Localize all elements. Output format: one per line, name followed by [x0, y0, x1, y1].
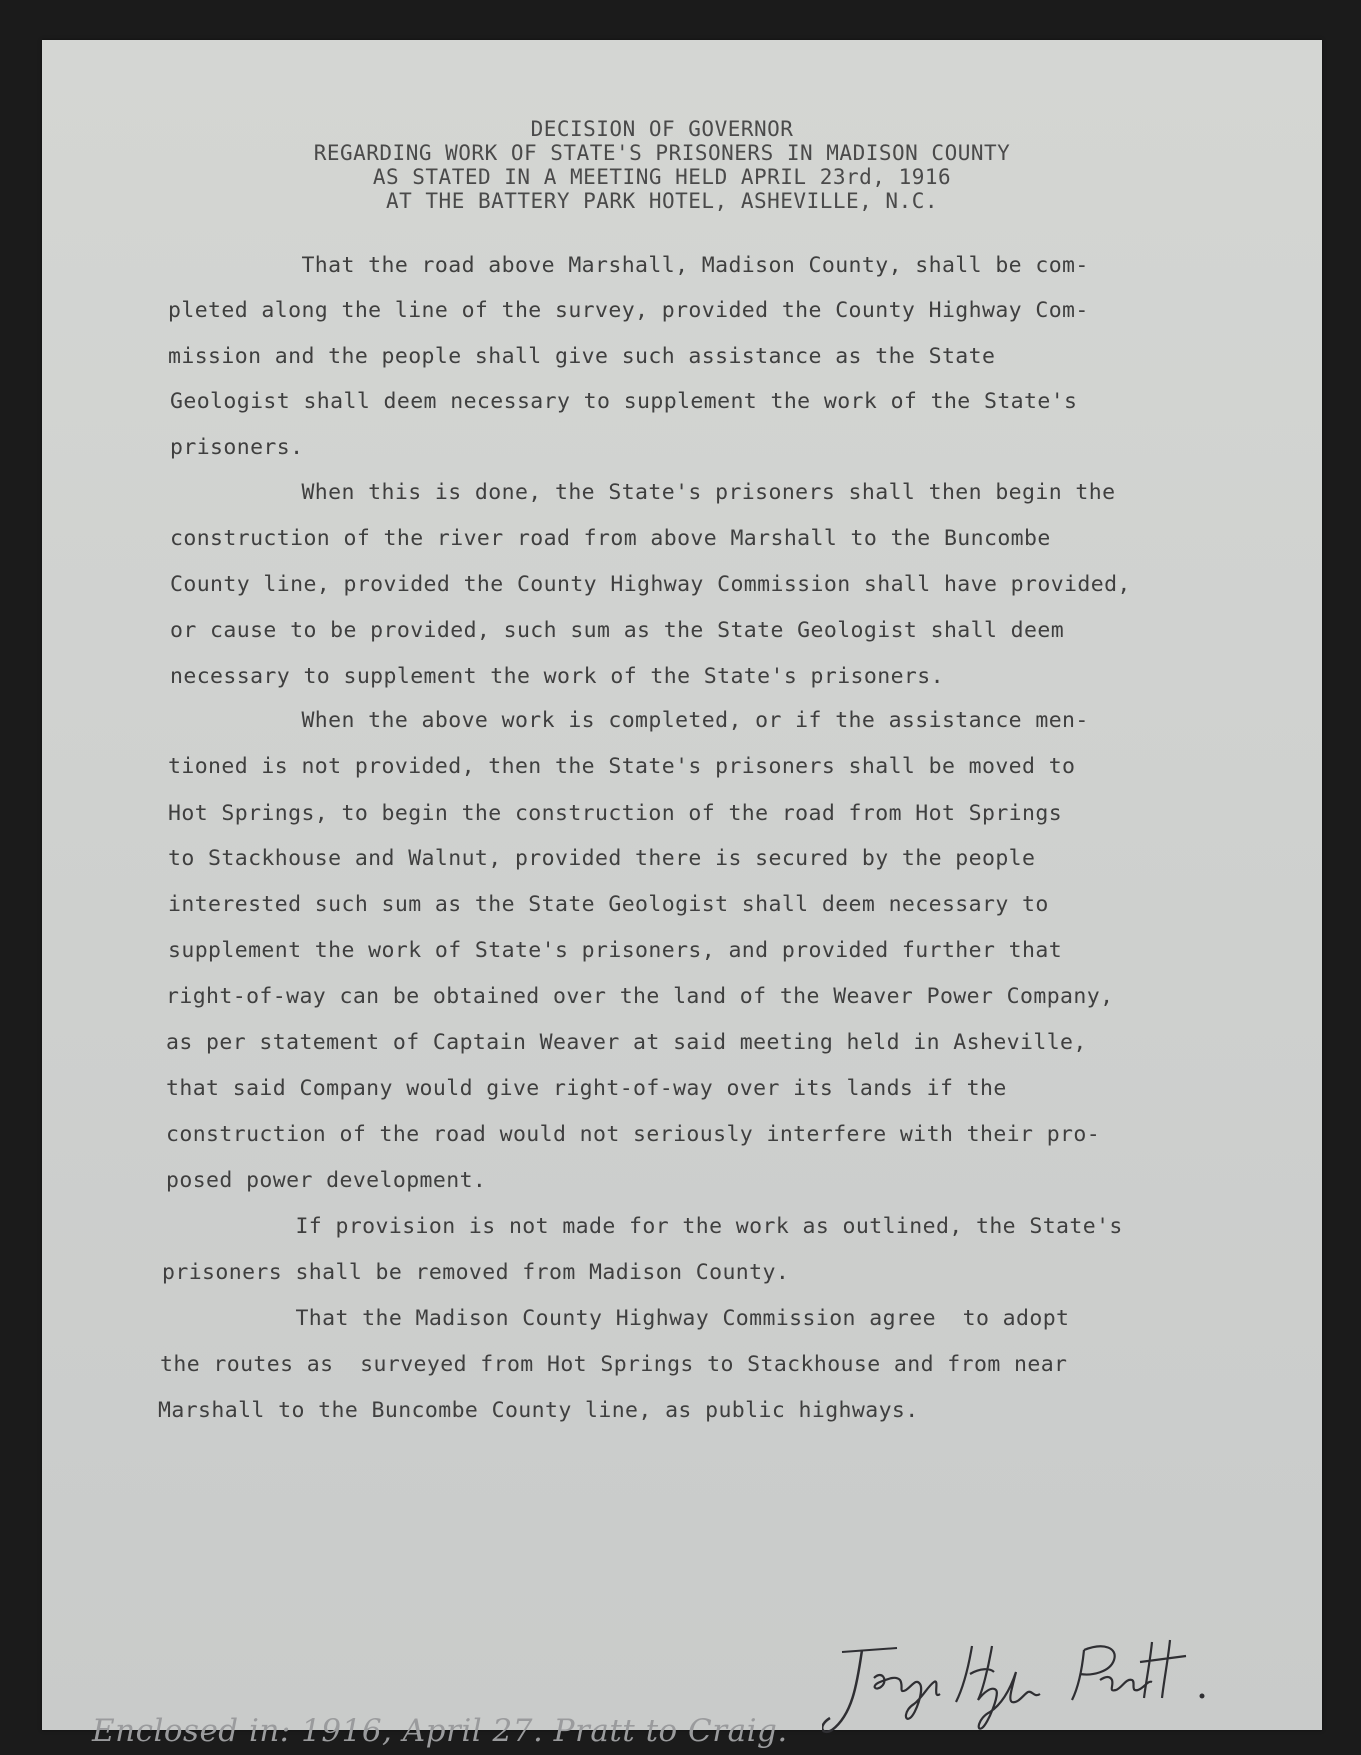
body-line: as per statement of Captain Weaver at said meeting held in Asheville,	[166, 1030, 1087, 1055]
body-line: posed power development.	[166, 1168, 487, 1193]
body-line: That the road above Marshall, Madison County, shall be com-	[168, 253, 1089, 278]
archival-note: Enclosed in: 1916, April 27. Pratt to Craig.	[92, 1713, 788, 1749]
body-line: tioned is not provided, then the State's prisoners shall be moved to	[168, 754, 1076, 779]
body-line: That the Madison County Highway Commission agree to adopt	[162, 1306, 1070, 1331]
body-line: Marshall to the Buncombe County line, as public highways.	[158, 1398, 919, 1423]
body-line: right-of-way can be obtained over the land of the Weaver Power Company,	[166, 984, 1114, 1009]
body-line: When the above work is completed, or if the assistance men-	[168, 708, 1089, 733]
document-page	[42, 40, 1322, 1749]
body-line: or cause to be provided, such sum as the State Geologist shall deem	[170, 618, 1065, 643]
body-line: necessary to supplement the work of the State's prisoners.	[170, 664, 944, 689]
body-line: prisoners.	[170, 435, 304, 460]
body-line: County line, provided the County Highway Commission shall have provided,	[170, 572, 1131, 597]
body-line: When this is done, the State's prisoners shall then begin the	[168, 480, 1116, 505]
body-line: mission and the people shall give such assistance as the State	[168, 344, 996, 369]
body-line: prisoners shall be removed from Madison County.	[162, 1260, 790, 1285]
signature	[822, 1630, 1252, 1740]
body-line: If provision is not made for the work as outlined, the State's	[162, 1214, 1123, 1239]
body-line: the routes as surveyed from Hot Springs to Stackhouse and from near	[160, 1352, 1068, 1377]
heading-line: AS STATED IN A MEETING HELD APRIL 23rd, 1916	[372, 165, 952, 189]
body-line: construction of the road would not seriously interfere with their pro-	[166, 1122, 1101, 1147]
body-line: Geologist shall deem necessary to supplement the work of the State's	[170, 389, 1078, 414]
body-line: that said Company would give right-of-way over its lands if the	[166, 1076, 1007, 1101]
heading-line: REGARDING WORK OF STATE'S PRISONERS IN MADISON COUNTY	[313, 141, 1011, 165]
body-line: to Stackhouse and Walnut, provided there is secured by the people	[168, 846, 1036, 871]
heading-line: AT THE BATTERY PARK HOTEL, ASHEVILLE, N.C.	[385, 189, 938, 213]
body-line: construction of the river road from above Marshall to the Buncombe	[170, 526, 1051, 551]
body-line: pleted along the line of the survey, provided the County Highway Com-	[168, 298, 1089, 323]
body-line: supplement the work of State's prisoners, and provided further that	[168, 938, 1063, 963]
heading-line: DECISION OF GOVERNOR	[530, 117, 794, 141]
body-line: interested such sum as the State Geologist shall deem necessary to	[168, 892, 1049, 917]
body-line: Hot Springs, to begin the construction of the road from Hot Springs	[168, 801, 1063, 826]
